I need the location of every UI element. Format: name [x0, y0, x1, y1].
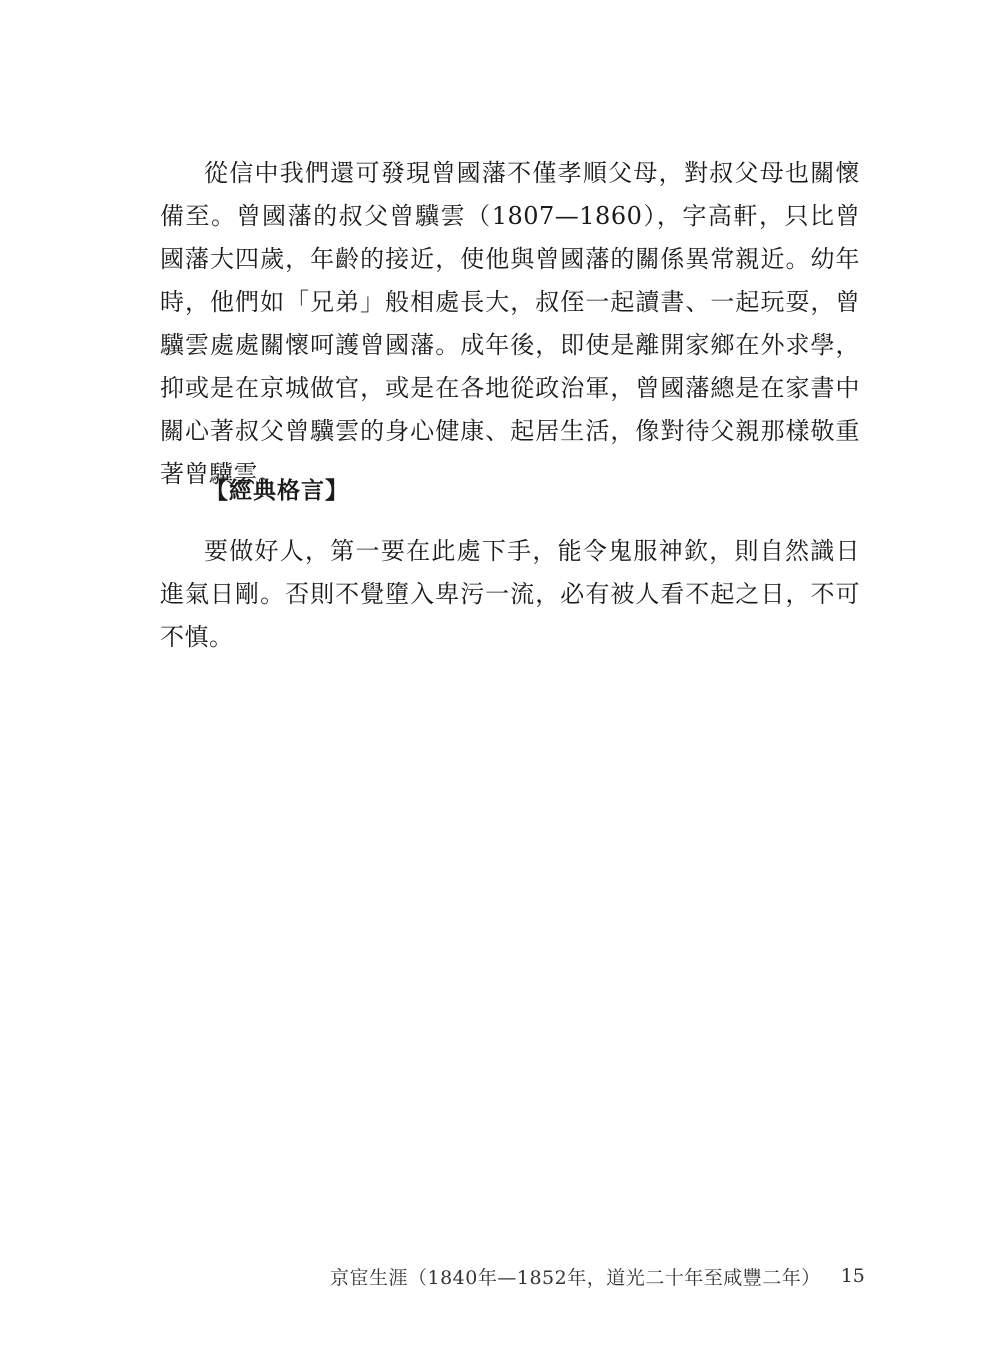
page-number: 15: [840, 1265, 865, 1287]
section-heading: 【經典格言】: [205, 478, 349, 504]
body-paragraph-2: 要做好人，第一要在此處下手，能令鬼服神欽，則自然識日進氣日剛。否則不覺墮入卑污一流，必有被人看不起之日，不可不慎。: [160, 537, 860, 651]
page-footer: [318, 1262, 865, 1290]
body-paragraph-1: 從信中我們還可發現曾國藩不僅孝順父母，對叔父母也關懷備至。曾國藩的叔父曾驥雲（1807—1860），字高軒，只比曾國藩大四歲，年齡的接近，使他與曾國藩的關係異常親近。幼年時，他們如「兄弟」般相處長大，叔侄一起讀書、一起玩耍，曾驥雲處處關懷呵護曾國藩。成年後，即使是離開家鄉在外求學，抑或是在京城做官，或是在各地從政治軍，曾國藩總是在家書中關心著叔父曾驥雲的身心健康、起居生活，像對待父親那樣敬重著曾驥雲。: [160, 159, 860, 488]
running-title: 京宦生涯（1840年—1852年，道光二十年至咸豐二年）: [330, 1266, 821, 1289]
